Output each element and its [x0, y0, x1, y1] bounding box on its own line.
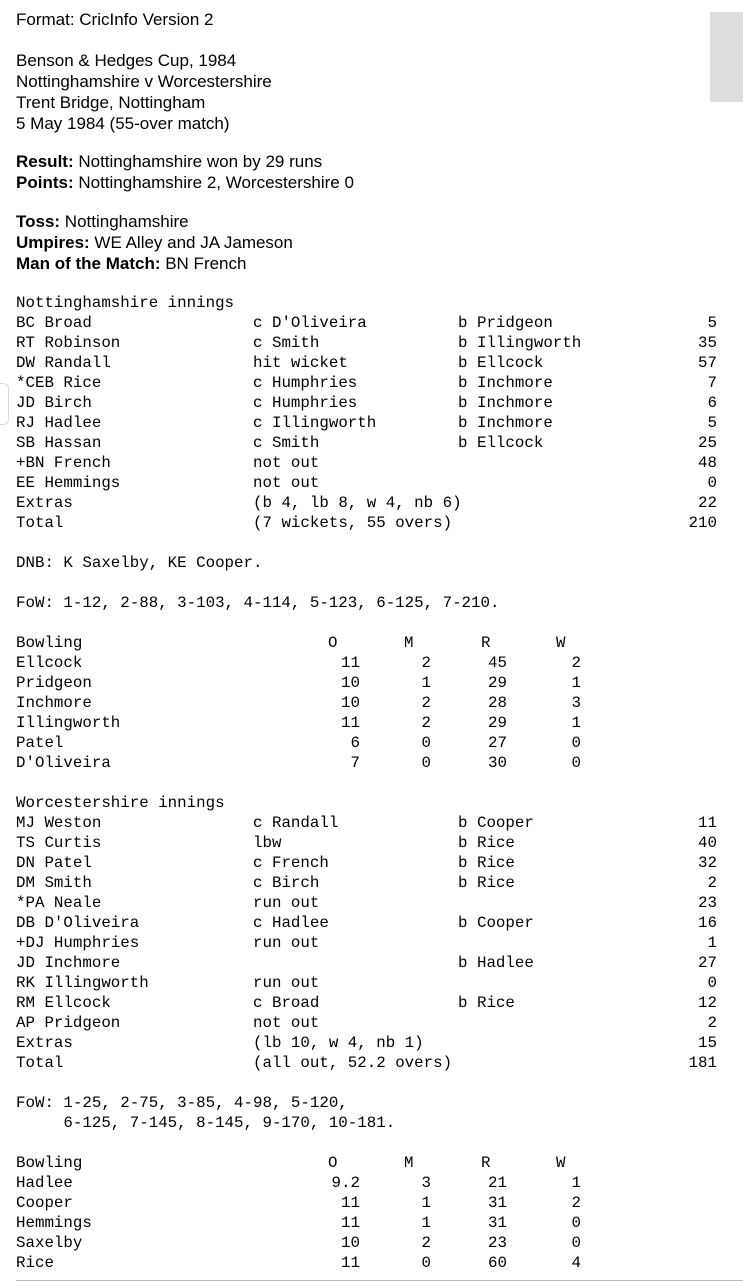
batting-row [16, 933, 721, 953]
overs: 10 [341, 694, 360, 712]
batsman-name: RK Illingworth [16, 974, 149, 992]
bowler-credit: b Cooper [458, 914, 534, 932]
bowling-row [16, 673, 721, 693]
bowler-name: Cooper [16, 1194, 73, 1212]
dismissal: c Smith [253, 434, 320, 452]
batting-row [16, 893, 721, 913]
bowling-row [16, 693, 721, 713]
batsman-name: DB D'Oliveira [16, 914, 140, 932]
bowler-credit: b Illingworth [458, 334, 582, 352]
toss-line [16, 211, 293, 232]
dismissal: (b 4, lb 8, w 4, nb 6) [253, 494, 462, 512]
spacer [16, 613, 721, 633]
divider [16, 1280, 743, 1281]
bowling-row [16, 1233, 721, 1253]
col-wickets: W [556, 1154, 566, 1172]
maidens: 0 [421, 734, 431, 752]
runs-conceded: 29 [488, 674, 507, 692]
fow-row [16, 593, 721, 613]
bowler-credit: b Hadlee [458, 954, 534, 972]
batsman-name: Total [16, 1054, 64, 1072]
dismissal: (7 wickets, 55 overs) [253, 514, 453, 532]
maidens: 0 [421, 1254, 431, 1272]
batting-row [16, 473, 721, 493]
maidens: 2 [421, 1234, 431, 1252]
runs-conceded: 30 [488, 754, 507, 772]
bowler-credit: b Inchmore [458, 374, 553, 392]
batsman-name: *CEB Rice [16, 374, 102, 392]
dismissal: run out [253, 894, 320, 912]
bowler-credit: b Ellcock [458, 354, 544, 372]
runs: 15 [698, 1034, 717, 1052]
maidens: 1 [421, 674, 431, 692]
spacer [16, 1133, 721, 1153]
wickets: 1 [571, 674, 581, 692]
innings-title-row [16, 793, 721, 813]
umpires-value: WE Alley and JA Jameson [89, 233, 293, 252]
batting-row [16, 493, 721, 513]
runs-conceded: 28 [488, 694, 507, 712]
batting-row [16, 913, 721, 933]
dnb-row [16, 553, 721, 573]
maidens: 1 [421, 1214, 431, 1232]
batting-row [16, 393, 721, 413]
bowler-name: D'Oliveira [16, 754, 111, 772]
spacer [16, 1073, 721, 1093]
batsman-name: JD Inchmore [16, 954, 121, 972]
runs: 57 [698, 354, 717, 372]
bowler-name: Pridgeon [16, 674, 92, 692]
umpires-label: Umpires: [16, 233, 90, 252]
venue: Trent Bridge, Nottingham [16, 93, 206, 112]
batsman-name: *PA Neale [16, 894, 102, 912]
fow-text: 6-125, 7-145, 8-145, 9-170, 10-181. [16, 1114, 396, 1132]
bowling-header-row [16, 1153, 721, 1173]
innings-2 [16, 793, 721, 1273]
runs: 0 [707, 474, 717, 492]
toss-value: Nottinghamshire [60, 212, 189, 231]
info-block [16, 211, 293, 274]
batsman-name: MJ Weston [16, 814, 102, 832]
match-date: 5 May 1984 (55-over match) [16, 114, 230, 133]
overs: 11 [341, 1214, 360, 1232]
wickets: 0 [571, 754, 581, 772]
runs: 27 [698, 954, 717, 972]
dismissal: run out [253, 934, 320, 952]
batsman-name: TS Curtis [16, 834, 102, 852]
batting-row [16, 853, 721, 873]
dismissal: run out [253, 974, 320, 992]
bowler-credit: b Rice [458, 854, 515, 872]
motm-line [16, 253, 293, 274]
result-line [16, 151, 354, 172]
runs: 5 [707, 414, 717, 432]
match-title: Nottinghamshire v Worcestershire [16, 72, 272, 91]
dismissal: not out [253, 1014, 320, 1032]
runs: 2 [707, 874, 717, 892]
overs: 11 [341, 654, 360, 672]
dismissal: c Birch [253, 874, 320, 892]
bowler-credit: b Cooper [458, 814, 534, 832]
bowler-credit: b Rice [458, 874, 515, 892]
runs: 22 [698, 494, 717, 512]
innings-1 [16, 293, 721, 773]
innings-title-row [16, 293, 721, 313]
bowling-row [16, 753, 721, 773]
overs: 6 [350, 734, 360, 752]
fow-text: FoW: 1-12, 2-88, 3-103, 4-114, 5-123, 6-125, 7-210. [16, 594, 500, 612]
dismissal: lbw [253, 834, 282, 852]
batsman-name: +DJ Humphries [16, 934, 140, 952]
runs: 1 [707, 934, 717, 952]
format-text: Format: CricInfo Version 2 [16, 10, 214, 29]
bowling-header-row [16, 633, 721, 653]
spacer [16, 533, 721, 553]
batsman-name: JD Birch [16, 394, 92, 412]
result-value: Nottinghamshire won by 29 runs [73, 152, 323, 171]
bowler-credit: b Pridgeon [458, 314, 553, 332]
batting-row [16, 373, 721, 393]
dismissal: c French [253, 854, 329, 872]
dismissal: not out [253, 474, 320, 492]
batsman-name: DN Patel [16, 854, 92, 872]
dismissal: c Broad [253, 994, 320, 1012]
wickets: 0 [571, 734, 581, 752]
batsman-name: EE Hemmings [16, 474, 121, 492]
match-header [16, 50, 272, 134]
bowler-name: Hadlee [16, 1174, 73, 1192]
batting-row [16, 333, 721, 353]
batting-row [16, 813, 721, 833]
dismissal: c Humphries [253, 374, 358, 392]
bowler-credit: b Rice [458, 994, 515, 1012]
runs-conceded: 31 [488, 1214, 507, 1232]
batsman-name: AP Pridgeon [16, 1014, 121, 1032]
runs: 32 [698, 854, 717, 872]
fow-row [16, 1093, 721, 1113]
maidens: 2 [421, 714, 431, 732]
bowler-name: Ellcock [16, 654, 83, 672]
runs: 25 [698, 434, 717, 452]
batting-row [16, 1013, 721, 1033]
points-label: Points: [16, 173, 74, 192]
spacer [16, 573, 721, 593]
runs: 2 [707, 1014, 717, 1032]
batting-row [16, 433, 721, 453]
col-maidens: M [404, 634, 414, 652]
wickets: 3 [571, 694, 581, 712]
bowling-row [16, 1213, 721, 1233]
side-handle[interactable] [0, 383, 9, 425]
innings-title: Nottinghamshire innings [16, 294, 235, 312]
innings-title: Worcestershire innings [16, 794, 225, 812]
runs: 23 [698, 894, 717, 912]
runs-conceded: 60 [488, 1254, 507, 1272]
batting-row [16, 1033, 721, 1053]
batsman-name: DM Smith [16, 874, 92, 892]
batsman-name: +BN French [16, 454, 111, 472]
bowling-label: Bowling [16, 634, 83, 652]
runs: 40 [698, 834, 717, 852]
bowler-credit: b Ellcock [458, 434, 544, 452]
runs: 12 [698, 994, 717, 1012]
runs-conceded: 29 [488, 714, 507, 732]
col-overs: O [328, 1154, 338, 1172]
dismissal: c Humphries [253, 394, 358, 412]
overs: 10 [341, 1234, 360, 1252]
runs-conceded: 23 [488, 1234, 507, 1252]
runs: 16 [698, 914, 717, 932]
competition: Benson & Hedges Cup, 1984 [16, 51, 237, 70]
dismissal: c Randall [253, 814, 339, 832]
batsman-name: BC Broad [16, 314, 92, 332]
dismissal: not out [253, 454, 320, 472]
format-line [16, 9, 213, 30]
batsman-name: DW Randall [16, 354, 111, 372]
runs: 5 [707, 314, 717, 332]
runs-conceded: 31 [488, 1194, 507, 1212]
bowler-name: Rice [16, 1254, 54, 1272]
fow-row [16, 1113, 721, 1133]
batting-row [16, 973, 721, 993]
maidens: 3 [421, 1174, 431, 1192]
wickets: 1 [571, 1174, 581, 1192]
batting-row [16, 413, 721, 433]
runs: 210 [688, 514, 717, 532]
maidens: 1 [421, 1194, 431, 1212]
bowler-credit: b Inchmore [458, 394, 553, 412]
bowler-credit: b Rice [458, 834, 515, 852]
toss-label: Toss: [16, 212, 61, 231]
batsman-name: Total [16, 514, 64, 532]
bowling-row [16, 1253, 721, 1273]
wickets: 2 [571, 654, 581, 672]
motm-label: Man of the Match: [16, 254, 161, 273]
batsman-name: RJ Hadlee [16, 414, 102, 432]
dismissal: c Smith [253, 334, 320, 352]
runs: 48 [698, 454, 717, 472]
wickets: 4 [571, 1254, 581, 1272]
batting-row [16, 453, 721, 473]
runs-conceded: 45 [488, 654, 507, 672]
runs: 11 [698, 814, 717, 832]
dismissal: c D'Oliveira [253, 314, 367, 332]
maidens: 2 [421, 694, 431, 712]
result-label: Result: [16, 152, 74, 171]
dismissal: hit wicket [253, 354, 348, 372]
dismissal: c Illingworth [253, 414, 377, 432]
motm-value: BN French [160, 254, 247, 273]
points-value: Nottinghamshire 2, Worcestershire 0 [73, 173, 354, 192]
scrollbar-thumb[interactable] [710, 12, 743, 102]
bowler-name: Illingworth [16, 714, 121, 732]
col-overs: O [328, 634, 338, 652]
col-maidens: M [404, 1154, 414, 1172]
result-block [16, 151, 354, 193]
bowler-name: Patel [16, 734, 64, 752]
batsman-name: RT Robinson [16, 334, 121, 352]
batting-row [16, 1053, 721, 1073]
dismissal: c Hadlee [253, 914, 329, 932]
overs: 11 [341, 1194, 360, 1212]
batsman-name: Extras [16, 1034, 73, 1052]
bowler-name: Inchmore [16, 694, 92, 712]
batting-row [16, 833, 721, 853]
runs: 0 [707, 974, 717, 992]
col-runs: R [481, 634, 491, 652]
overs: 10 [341, 674, 360, 692]
wickets: 2 [571, 1194, 581, 1212]
bowler-credit: b Inchmore [458, 414, 553, 432]
bowling-row [16, 733, 721, 753]
batting-row [16, 313, 721, 333]
bowling-row [16, 653, 721, 673]
runs: 7 [707, 374, 717, 392]
dismissal: (lb 10, w 4, nb 1) [253, 1034, 424, 1052]
bowling-row [16, 1173, 721, 1193]
maidens: 2 [421, 654, 431, 672]
batting-row [16, 873, 721, 893]
bowling-label: Bowling [16, 1154, 83, 1172]
col-runs: R [481, 1154, 491, 1172]
overs: 9.2 [331, 1174, 360, 1192]
bowler-name: Saxelby [16, 1234, 83, 1252]
wickets: 1 [571, 714, 581, 732]
bowling-row [16, 713, 721, 733]
batting-row [16, 953, 721, 973]
points-line [16, 172, 354, 193]
umpires-line [16, 232, 293, 253]
wickets: 0 [571, 1234, 581, 1252]
batting-row [16, 993, 721, 1013]
batsman-name: Extras [16, 494, 73, 512]
dnb-text: DNB: K Saxelby, KE Cooper. [16, 554, 263, 572]
runs: 6 [707, 394, 717, 412]
runs: 35 [698, 334, 717, 352]
batting-row [16, 513, 721, 533]
overs: 11 [341, 1254, 360, 1272]
bowling-row [16, 1193, 721, 1213]
overs: 7 [350, 754, 360, 772]
batting-row [16, 353, 721, 373]
batsman-name: SB Hassan [16, 434, 102, 452]
runs: 181 [688, 1054, 717, 1072]
bowler-name: Hemmings [16, 1214, 92, 1232]
runs-conceded: 21 [488, 1174, 507, 1192]
maidens: 0 [421, 754, 431, 772]
overs: 11 [341, 714, 360, 732]
batsman-name: RM Ellcock [16, 994, 111, 1012]
wickets: 0 [571, 1214, 581, 1232]
dismissal: (all out, 52.2 overs) [253, 1054, 453, 1072]
fow-text: FoW: 1-25, 2-75, 3-85, 4-98, 5-120, [16, 1094, 348, 1112]
col-wickets: W [556, 634, 566, 652]
runs-conceded: 27 [488, 734, 507, 752]
